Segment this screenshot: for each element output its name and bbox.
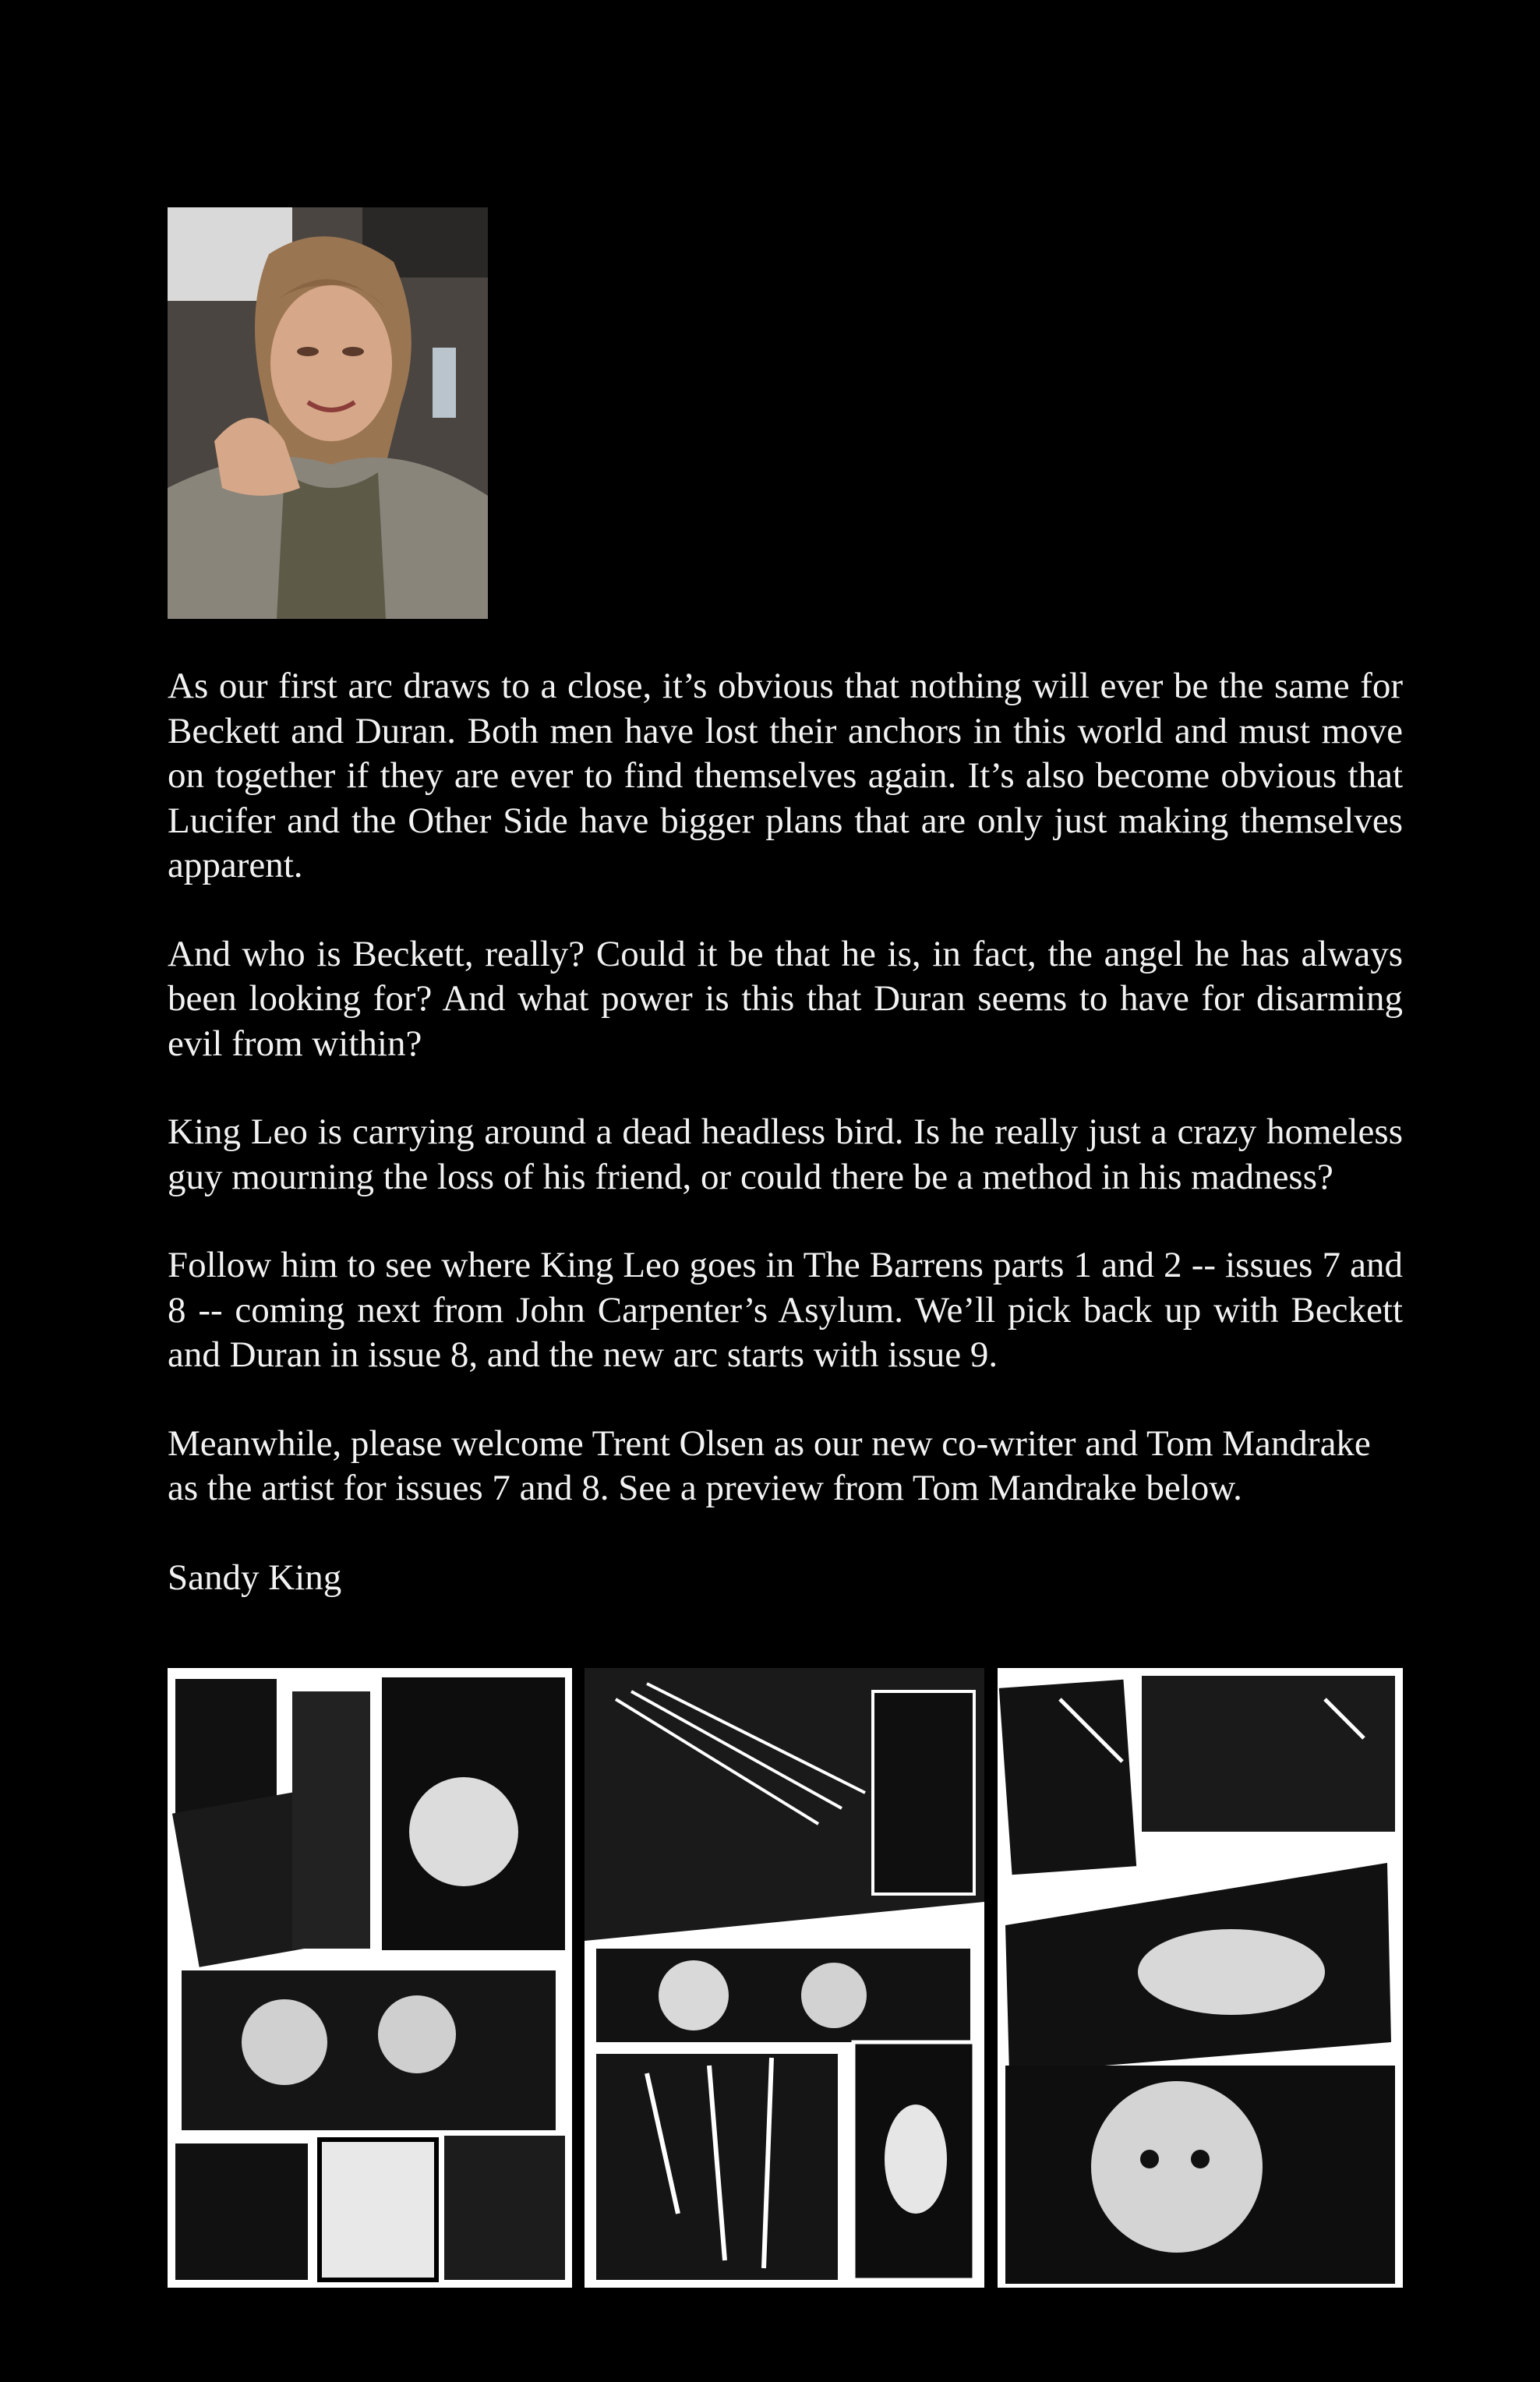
preview-pages xyxy=(168,1668,1403,2288)
preview-page-3 xyxy=(998,1668,1403,2288)
editorial-letter xyxy=(168,664,1403,1555)
letter-paragraph: Meanwhile, please welcome Trent Olsen as our new co-writer and Tom Mandrake as the artist for issues 7 and 8. See a preview from Tom Mandrake below. xyxy=(168,1422,1371,1508)
portrait-photo-icon xyxy=(168,207,488,619)
preview-page-1 xyxy=(168,1668,572,2288)
preview-page-2 xyxy=(585,1668,984,2288)
comic-page-2-icon xyxy=(585,1668,984,2288)
letter-signature: Sandy King xyxy=(168,1557,342,1598)
comic-page-1-icon xyxy=(168,1668,572,2288)
letter-paragraph: And who is Beckett, really? Could it be that he is, in fact, the angel he has always been looking for? And what power is this that Duran seems to have for disarming evil from within? xyxy=(168,933,1403,1064)
author-photo xyxy=(168,207,488,619)
comic-page-3-icon xyxy=(998,1668,1403,2288)
letter-paragraph: Follow him to see where King Leo goes in The Barrens parts 1 and 2 -- issues 7 and 8 -- coming next from John Carpenter’s Asylum. We’ll pick back up with Beckett and Duran in issue 8, and the new arc starts with issue 9. xyxy=(168,1245,1403,1375)
letter-paragraph: King Leo is carrying around a dead headless bird. Is he really just a crazy homeless guy mourning the loss of his friend, or could there be a method in his madness? xyxy=(168,1111,1403,1197)
letter-paragraph: As our first arc draws to a close, it’s obvious that nothing will ever be the same for Beckett and Duran. Both men have lost their anchors in this world and must move on together if they are ever to find themselves again. It’s also become obvious that Lucifer and the Other Side have bigger plans that are only just making themselves apparent. xyxy=(168,666,1403,885)
